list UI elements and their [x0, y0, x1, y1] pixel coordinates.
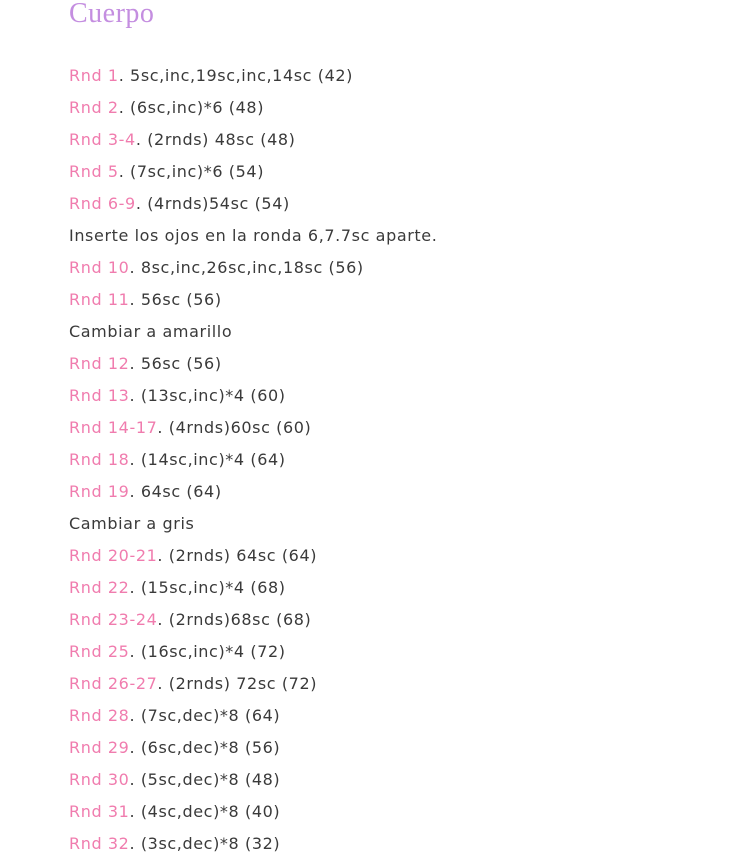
- round-label: Rnd 26-27: [69, 674, 158, 693]
- pattern-line: [69, 446, 437, 478]
- pattern-line: [69, 382, 437, 414]
- pattern-line: [69, 702, 437, 734]
- round-label: Rnd 29: [69, 738, 130, 757]
- pattern-line: [69, 414, 437, 446]
- round-instruction: . 56sc (56): [129, 290, 222, 309]
- round-instruction: . (15sc,inc)*4 (68): [129, 578, 286, 597]
- round-instruction: . 5sc,inc,19sc,inc,14sc (42): [118, 66, 353, 85]
- round-label: Rnd 13: [69, 386, 130, 405]
- instruction-note: [69, 222, 437, 254]
- round-label: Rnd 30: [69, 770, 130, 789]
- round-label: Rnd 12: [69, 354, 130, 373]
- round-instruction: . 56sc (56): [129, 354, 222, 373]
- round-instruction: . (2rnds) 72sc (72): [157, 674, 318, 693]
- pattern-line: [69, 286, 437, 318]
- pattern-line: [69, 542, 437, 574]
- round-instruction: . 8sc,inc,26sc,inc,18sc (56): [129, 258, 364, 277]
- pattern-rounds-list: [69, 62, 437, 862]
- round-label: Rnd 10: [69, 258, 130, 277]
- section-title: Cuerpo: [69, 0, 155, 29]
- round-instruction: . (2rnds) 48sc (48): [135, 130, 296, 149]
- round-label: Rnd 2: [69, 98, 119, 117]
- round-instruction: . (5sc,dec)*8 (48): [129, 770, 281, 789]
- round-instruction: . (2rnds) 64sc (64): [157, 546, 318, 565]
- round-instruction: . (6sc,inc)*6 (48): [118, 98, 265, 117]
- round-label: Rnd 22: [69, 578, 130, 597]
- pattern-line: [69, 62, 437, 94]
- pattern-line: [69, 766, 437, 798]
- round-label: Rnd 28: [69, 706, 130, 725]
- round-label: Rnd 25: [69, 642, 130, 661]
- round-label: Rnd 19: [69, 482, 130, 501]
- pattern-line: [69, 830, 437, 862]
- pattern-line: [69, 734, 437, 766]
- note-text: Cambiar a gris: [69, 514, 195, 533]
- note-text: Inserte los ojos en la ronda 6,7.7sc aparte.: [69, 226, 438, 245]
- pattern-line: [69, 798, 437, 830]
- round-label: Rnd 11: [69, 290, 130, 309]
- round-instruction: . (4sc,dec)*8 (40): [129, 802, 281, 821]
- round-label: Rnd 23-24: [69, 610, 158, 629]
- round-instruction: . (7sc,inc)*6 (54): [118, 162, 265, 181]
- round-instruction: . (13sc,inc)*4 (60): [129, 386, 286, 405]
- round-label: Rnd 32: [69, 834, 130, 853]
- round-instruction: . (2rnds)68sc (68): [157, 610, 312, 629]
- round-label: Rnd 14-17: [69, 418, 158, 437]
- pattern-line: [69, 574, 437, 606]
- round-instruction: . (7sc,dec)*8 (64): [129, 706, 281, 725]
- pattern-line: [69, 670, 437, 702]
- round-label: Rnd 3-4: [69, 130, 136, 149]
- note-text: Cambiar a amarillo: [69, 322, 233, 341]
- round-instruction: . (3sc,dec)*8 (32): [129, 834, 281, 853]
- instruction-note: [69, 510, 437, 542]
- round-instruction: . (6sc,dec)*8 (56): [129, 738, 281, 757]
- round-label: Rnd 18: [69, 450, 130, 469]
- round-label: Rnd 5: [69, 162, 119, 181]
- round-label: Rnd 1: [69, 66, 119, 85]
- pattern-line: [69, 254, 437, 286]
- pattern-line: [69, 190, 437, 222]
- pattern-line: [69, 478, 437, 510]
- round-instruction: . 64sc (64): [129, 482, 222, 501]
- pattern-line: [69, 606, 437, 638]
- pattern-line: [69, 350, 437, 382]
- round-label: Rnd 31: [69, 802, 130, 821]
- round-label: Rnd 20-21: [69, 546, 158, 565]
- pattern-line: [69, 158, 437, 190]
- round-instruction: . (14sc,inc)*4 (64): [129, 450, 286, 469]
- instruction-note: [69, 318, 437, 350]
- pattern-line: [69, 126, 437, 158]
- round-instruction: . (4rnds)60sc (60): [157, 418, 312, 437]
- round-label: Rnd 6-9: [69, 194, 136, 213]
- pattern-line: [69, 638, 437, 670]
- round-instruction: . (16sc,inc)*4 (72): [129, 642, 286, 661]
- pattern-line: [69, 94, 437, 126]
- round-instruction: . (4rnds)54sc (54): [135, 194, 290, 213]
